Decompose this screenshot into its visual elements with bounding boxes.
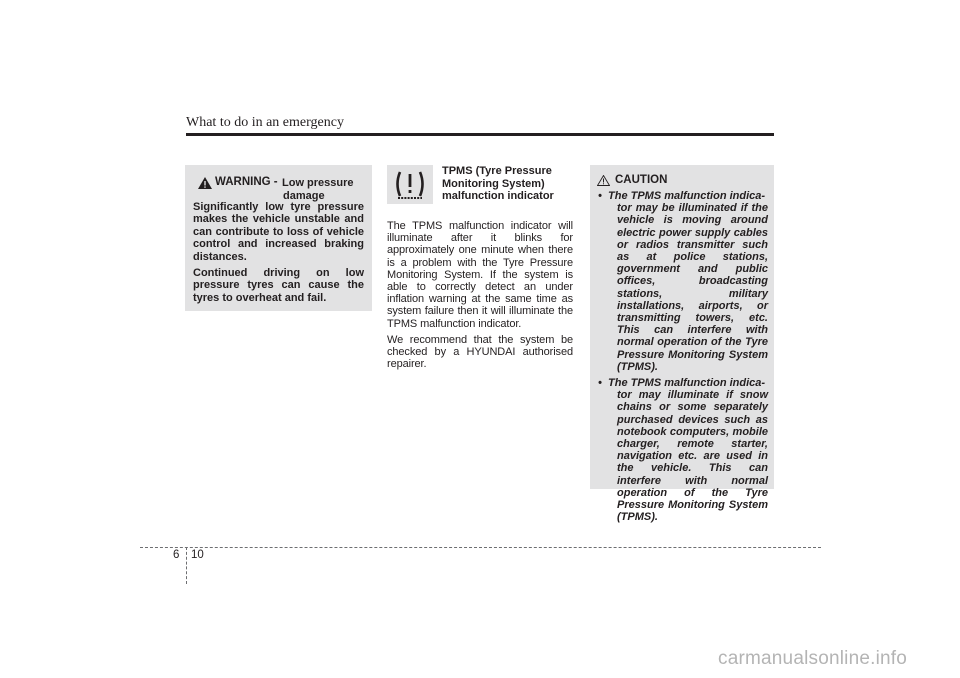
- tpms-malfunction-icon: [387, 165, 433, 204]
- tpms-title-line1: TPMS (Tyre Pressure: [442, 165, 552, 177]
- footer-rule: [140, 547, 821, 548]
- caution-item-first-line: The TPMS malfunction indica-: [608, 377, 766, 390]
- title-rule: [186, 133, 774, 136]
- caution-item: [598, 377, 768, 523]
- tpms-paragraph: We recommend that the system be checked by a HYUNDAI authorised repairer.: [387, 333, 573, 371]
- warning-paragraph: Significantly low tyre pressure makes the vehicle unstable and can contribute to loss of vehicle control and increased braking distances.: [193, 201, 364, 263]
- warning-title-line2: damage: [283, 190, 325, 202]
- tpms-title-line3: malfunction indicator: [442, 190, 554, 202]
- caution-item-text: tor may illuminate if snow chains or some separately purchased devices such as notebook computers, mobile charger, remote starter, navigation etc. are used in the vehicle. This can interfere with normal operation of the Tyre Pressure Monitoring System (TPMS).: [617, 389, 768, 524]
- warning-body: [193, 201, 364, 308]
- warning-triangle-icon: [198, 177, 212, 189]
- warning-box: [185, 165, 372, 311]
- caution-triangle-icon: [597, 175, 610, 186]
- chapter-number: 6: [173, 549, 180, 561]
- tpms-paragraph: The TPMS malfunction indicator will illuminate after it blinks for approximately one minute when there is a problem with the Tyre Pressure Monitoring System. If the system is able to correctly detect an under inflation warning at the same time as system failure then it will illuminate the TPMS malfunction indicator.: [387, 220, 573, 330]
- warning-title-line1: Low pressure: [282, 177, 354, 189]
- page-number: 10: [191, 549, 204, 561]
- bullet-icon: •: [598, 377, 602, 390]
- tpms-description: [387, 220, 573, 374]
- caution-item: [598, 190, 768, 373]
- section-title: What to do in an emergency: [186, 115, 344, 130]
- caution-list: [598, 190, 768, 527]
- caution-item-first-line: The TPMS malfunction indica-: [608, 190, 766, 202]
- footer-divider: [186, 547, 187, 584]
- tpms-title-line2: Monitoring System): [442, 177, 545, 190]
- caution-label: CAUTION: [615, 174, 668, 186]
- caution-box: [590, 165, 774, 524]
- watermark: carmanualsonline.info: [718, 648, 908, 669]
- warning-label: WARNING -: [215, 176, 278, 188]
- warning-paragraph: Continued driving on low pressure tyres can cause the tyres to overheat and fail.: [193, 267, 364, 304]
- tpms-indicator-title: [442, 165, 554, 203]
- caution-item-text: tor may be illuminated if the vehicle is moving around electric power supply cables or radios transmitter such as at police stations, government and public offices, broadcasting stations, military installations, airports, or transmitting towers, etc. This can interfere with normal operation of the Tyre Pressure Monitoring System (TPMS).: [617, 202, 768, 373]
- bullet-icon: •: [598, 190, 602, 202]
